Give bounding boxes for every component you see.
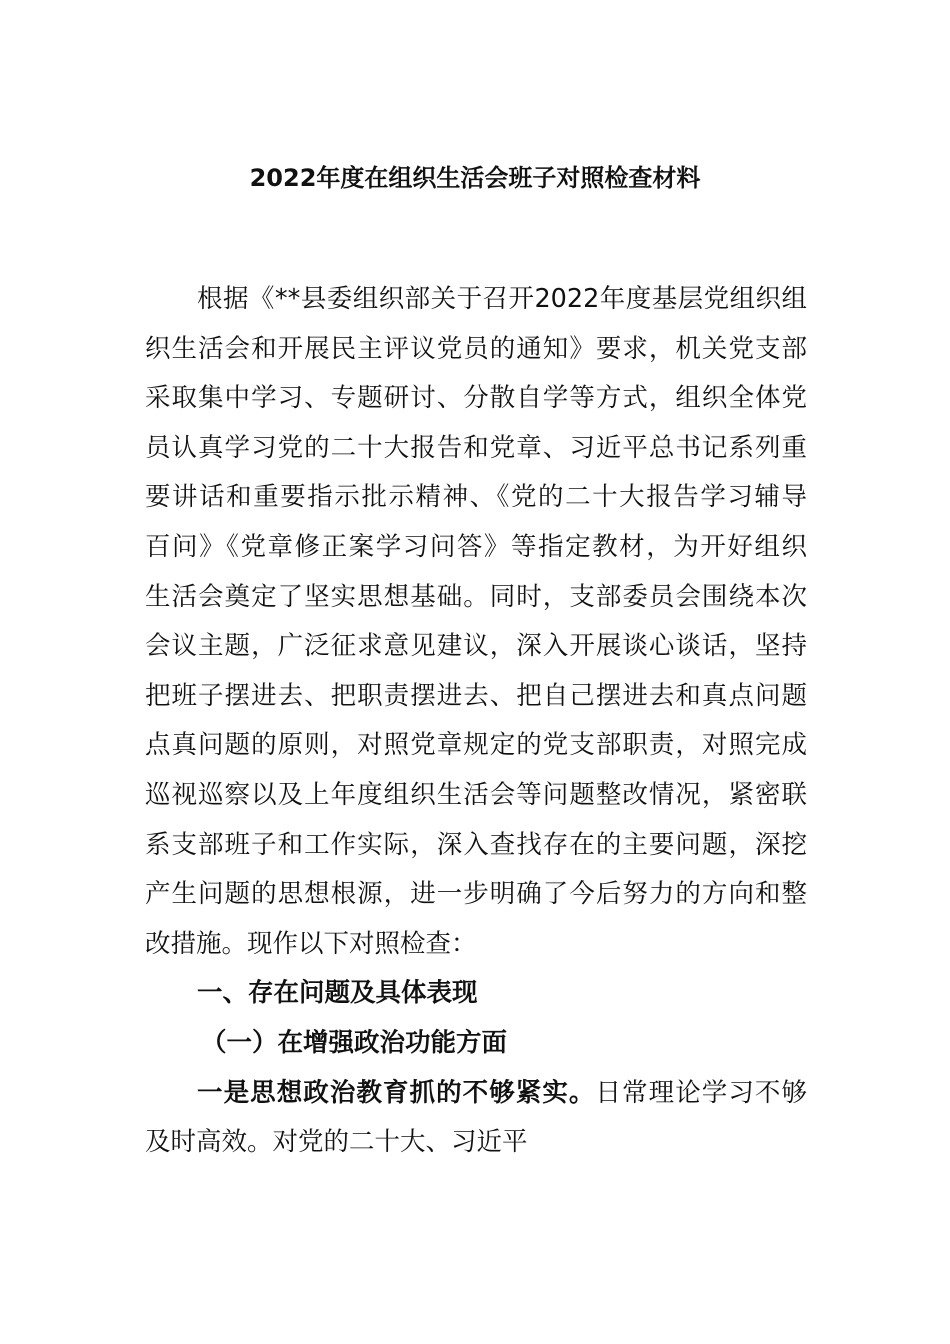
paragraph-line: 会议主题，广泛征求意见建议，深入开展谈心谈话，坚持	[145, 631, 807, 662]
paragraph-line: 把班子摆进去、把职责摆进去、把自己摆进去和真点问题	[145, 680, 807, 711]
paragraph-line: 采取集中学习、专题研讨、分散自学等方式，组织全体党	[145, 383, 807, 414]
paragraph-line: 根据《**县委组织部关于召开2022年度基层党组织组	[197, 284, 807, 314]
paragraph-line: 织生活会和开展民主评议党员的通知》要求，机关党支部	[145, 333, 807, 364]
paragraph-line: 巡视巡察以及上年度组织生活会等问题整改情况，紧密联	[145, 779, 807, 810]
paragraph-line: 员认真学习党的二十大报告和党章、习近平总书记系列重	[145, 432, 807, 463]
document-body	[145, 275, 807, 1168]
paragraph-line: 系支部班子和工作实际，深入查找存在的主要问题，深挖	[145, 829, 807, 860]
point-text: 日常理论学习不够	[595, 1077, 807, 1108]
paragraph-line: 点真问题的原则，对照党章规定的党支部职责，对照完成	[145, 730, 807, 761]
paragraph-line: 产生问题的思想根源，进一步明确了今后努力的方向和整	[145, 879, 807, 910]
paragraph-line: 改措施。现作以下对照检查：	[145, 928, 477, 959]
document-title: 2022年度在组织生活会班子对照检查材料	[249, 164, 701, 192]
subsection-heading: （一）在增强政治功能方面	[201, 1027, 508, 1058]
point-line: 及时高效。对党的二十大、习近平	[145, 1127, 528, 1158]
point-lead: 一是思想政治教育抓的不够紧实。	[197, 1077, 596, 1108]
paragraph-line: 要讲话和重要指示批示精神、《党的二十大报告学习辅导	[145, 482, 807, 513]
point-line	[145, 1069, 807, 1119]
paragraph-line: 百问》《党章修正案学习问答》等指定教材，为开好组织	[145, 531, 807, 562]
section-heading: 一、存在问题及具体表现	[197, 978, 478, 1009]
paragraph-line: 生活会奠定了坚实思想基础。同时，支部委员会围绕本次	[145, 581, 807, 612]
